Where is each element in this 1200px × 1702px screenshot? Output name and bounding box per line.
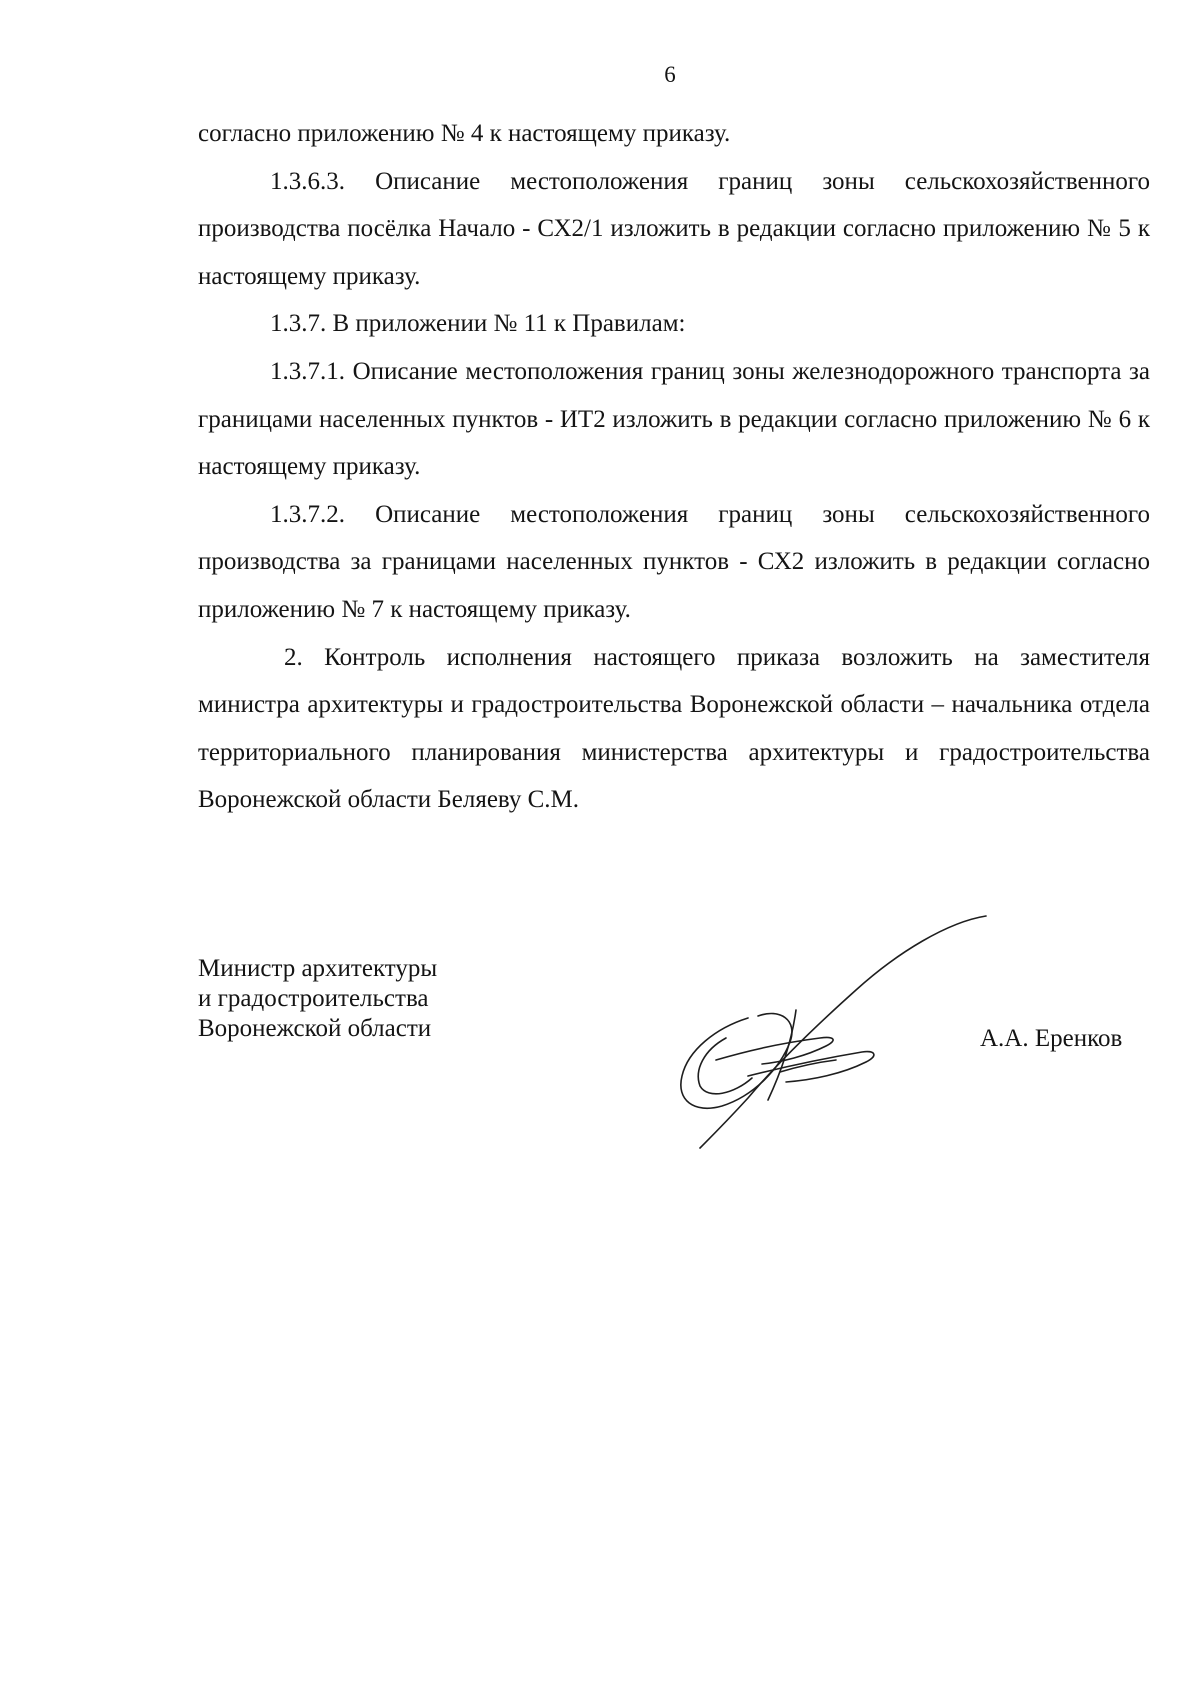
page-number: 6: [664, 62, 676, 87]
paragraph-2-control: 2. Контроль исполнения настоящего приказа возложить на заместителя министра архитектуры и градостроительства Воронежской области – начальника отдела территориального планирования министерства архитектуры и градостроительства Воронежской области Беляеву С.М.: [198, 643, 1150, 814]
paragraph-1-3-6-3: 1.3.6.3. Описание местоположения границ зоны сельскохозяйственного производства посёлка Начало - СХ2/1 изложить в редакции согласно приложению № 5 к настоящему приказу.: [198, 167, 1150, 290]
signatory-name: А.А. Еренков: [980, 1025, 1123, 1052]
paragraph-1-3-7-2: 1.3.7.2. Описание местоположения границ зоны сельскохозяйственного производства за границами населенных пунктов - СХ2 изложить в редакции согласно приложению № 7 к настоящему приказу.: [198, 500, 1150, 623]
signatory-position-line: Воронежской области: [198, 1015, 432, 1042]
document-body: [198, 110, 1150, 824]
paragraph-continuation: согласно приложению № 4 к настоящему приказу.: [198, 120, 731, 147]
paragraph-1-3-7-1: 1.3.7.1. Описание местоположения границ зоны железнодорожного транспорта за границами населенных пунктов - ИТ2 изложить в редакции согласно приложению № 6 к настоящему приказу.: [198, 357, 1150, 481]
paragraph-1-3-7: 1.3.7. В приложении № 11 к Правилам:: [270, 310, 686, 338]
signatory-position-line: Министр архитектуры: [198, 955, 438, 982]
handwritten-signature: [630, 900, 1010, 1150]
signatory-position-line: и градостроительства: [198, 985, 429, 1012]
signatory-position: [198, 954, 437, 1044]
